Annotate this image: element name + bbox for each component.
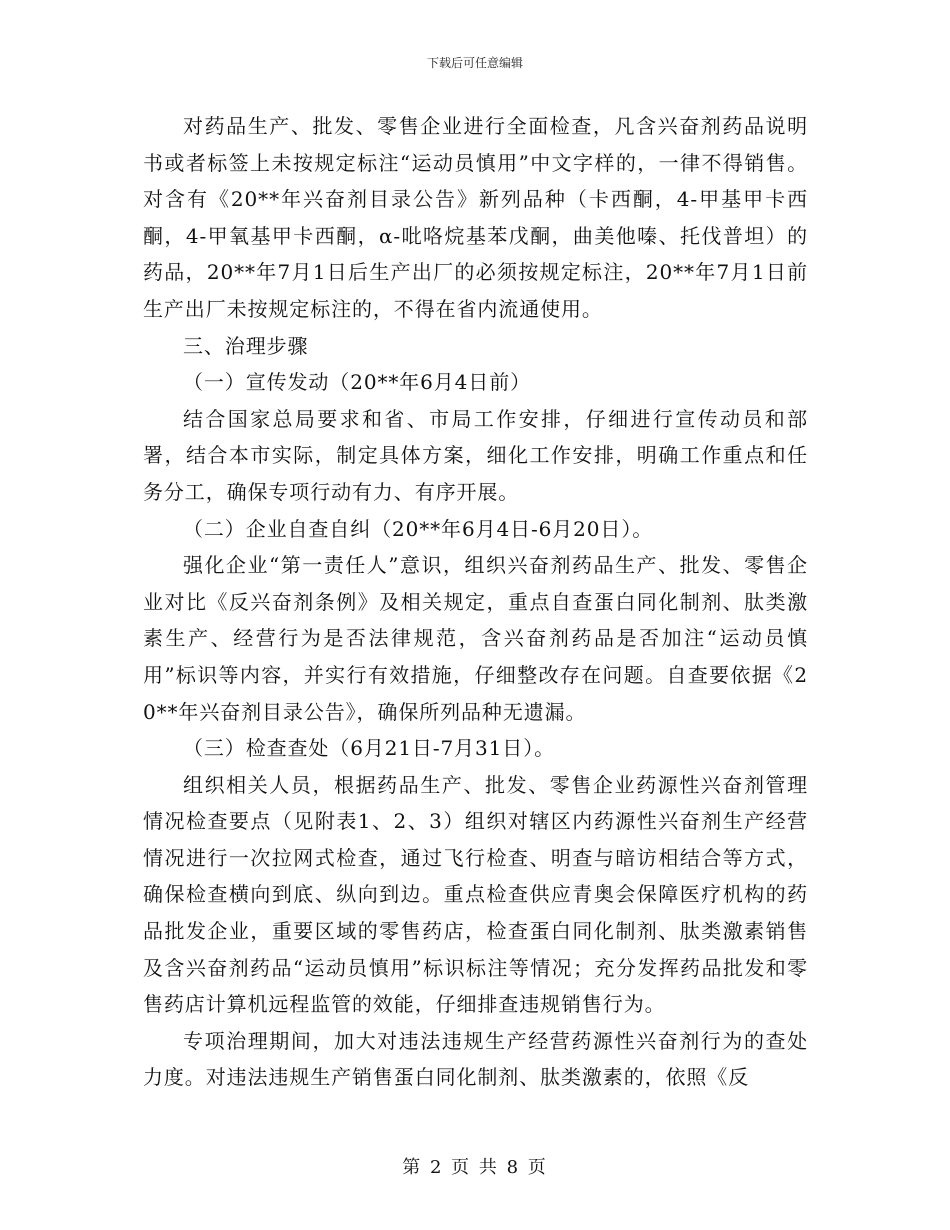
subheading-inspection: （三）检查查处（6月21日-7月31日）。 [183, 736, 556, 761]
document-body [143, 108, 808, 1096]
paragraph-inspection: 组织相关人员，根据药品生产、批发、零售企业药源性兴奋剂管理情况检查要点（见附表1、2、3）组织对辖区内药源性兴奋剂生产经营情况进行一次拉网式检查，通过飞行检查、明查与暗访相结合等方式，确保检查横向到底、纵向到边。重点检查供应青奥会保障医疗机构的药品批发企业，重要区域的零售药店，检查蛋白同化制剂、肽类激素销售及含兴奋剂药品“运动员慎用”标识标注等情况；充分发挥药品批发和零售药店计算机远程监管的效能，仔细排查违规销售行为。 [143, 772, 808, 1017]
header-note: 下载后可任意编辑 [426, 56, 523, 70]
paragraph-inspection-scope: 对药品生产、批发、零售企业进行全面检查，凡含兴奋剂药品说明书或者标签上未按规定标注“运动员慎用”中文字样的，一律不得销售。对含有《20**年兴奋剂目录公告》新列品种（卡西酮，4-甲基甲卡西酮，4-甲氧基甲卡西酮，α-吡咯烷基苯戊酮，曲美他嗪、托伐普坦）的药品，20**年7月1日后生产出厂的必须按规定标注，20**年7月1日前生产出厂未按规定标注的，不得在省内流通使用。 [143, 114, 808, 321]
paragraph-publicity: 结合国家总局要求和省、市局工作安排，仔细进行宣传动员和部署，结合本市实际，制定具体方案，细化工作安排，明确工作重点和任务分工，确保专项行动有力、有序开展。 [143, 406, 808, 504]
section-heading-steps: 三、治理步骤 [183, 333, 309, 358]
subheading-self-inspection: （二）企业自查自纠（20**年6月4日-6月20日）。 [183, 516, 654, 541]
subheading-publicity: （一）宣传发动（20**年6月4日前） [183, 370, 531, 395]
page-number: 第 2 页 共 8 页 [402, 1157, 548, 1178]
paragraph-self-inspection: 强化企业“第一责任人”意识，组织兴奋剂药品生产、批发、零售企业对比《反兴奋剂条例》及相关规定，重点自查蛋白同化制剂、肽类激素生产、经营行为是否法律规范，含兴奋剂药品是否加注“运动员慎用”标识等内容，并实行有效措施，仔细整改存在问题。自查要依据《20**年兴奋剂目录公告》，确保所列品种无遗漏。 [143, 553, 808, 724]
paragraph-enforcement: 专项治理期间，加大对违法违规生产经营药源性兴奋剂行为的查处力度。对违法违规生产销售蛋白同化制剂、肽类激素的，依照《反 [143, 1028, 808, 1090]
